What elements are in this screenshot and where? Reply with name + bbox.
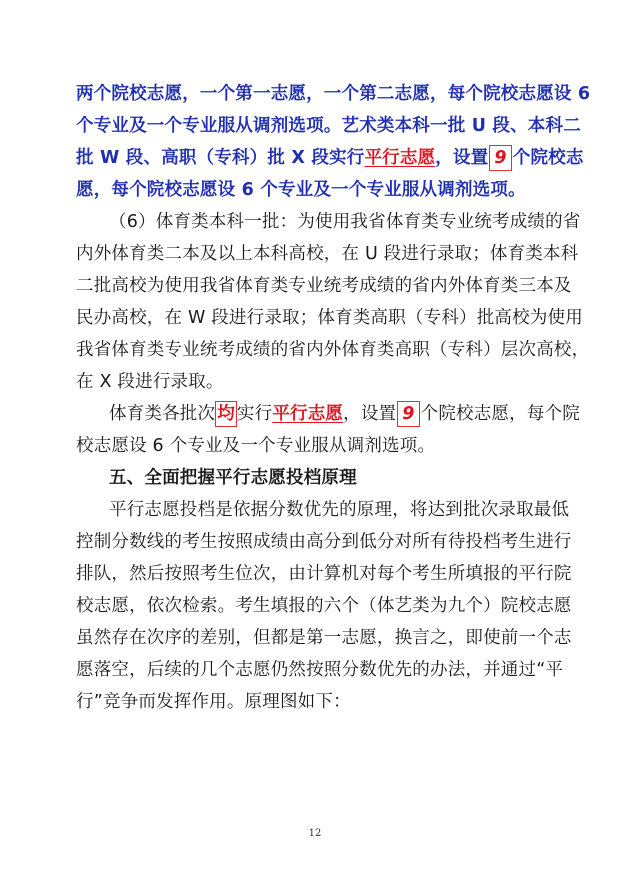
principle-paragraph [76, 494, 572, 718]
text-line [76, 398, 580, 430]
text-fragment: 体育类各批次 [109, 404, 216, 424]
text-line: 民办高校，在 W 段进行录取；体育类高职（专科）批高校为使用 [76, 308, 583, 328]
text-line [76, 142, 584, 174]
text-line: 在 X 段进行录取。 [76, 372, 224, 392]
text-line: 个专业及一个专业服从调剂选项。艺术类本科一批 U 段、本科二 [76, 116, 581, 136]
text-line: 两个院校志愿，一个第一志愿，一个第二志愿，每个院校志愿设 6 [76, 84, 591, 104]
text-line: 平行志愿投档是依据分数优先的原理，将达到批次录取最低 [109, 500, 570, 520]
text-fragment: 个院校志愿，每个院 [420, 404, 580, 424]
art-volunteer-paragraph [76, 78, 591, 206]
heading-text: 五、全面把握平行志愿投档原理 [109, 468, 357, 488]
boxed-number-nine: 9 [489, 145, 511, 171]
text-line: 排队，然后按照考生位次，由计算机对每个考生所填报的平行院 [76, 564, 572, 584]
text-fragment: 个院校志 [512, 148, 584, 168]
text-line: 行”竞争而发挥作用。原理图如下： [76, 692, 351, 712]
text-line: 校志愿设 6 个专业及一个专业服从调剂选项。 [76, 436, 436, 456]
sports-parallel-paragraph [76, 398, 580, 462]
text-line: 我省体育类专业统考成绩的省内外体育类高职（专科）层次高校， [76, 340, 590, 360]
text-line: 愿落空，后续的几个志愿仍然按照分数优先的办法，并通过“平 [76, 660, 564, 680]
section-heading [76, 462, 558, 494]
text-line: 内外体育类二本及以上本科高校，在 U 段进行录取；体育类本科 [76, 244, 579, 264]
text-fragment: 批 W 段、高职（专科）批 X 段实行 [76, 148, 365, 168]
text-line: （6）体育类本科一批：为使用我省体育类专业统考成绩的省 [109, 212, 581, 232]
text-fragment: 实行 [236, 404, 273, 424]
text-fragment: ，设置 [435, 148, 489, 168]
text-line: 校志愿，依次检索。考生填报的六个（体艺类为九个）院校志愿 [76, 596, 572, 616]
boxed-character: 均 [215, 401, 237, 427]
text-line: 二批高校为使用我省体育类专业统考成绩的省内外体育类三本及 [76, 276, 572, 296]
sports-batch-paragraph [76, 206, 590, 398]
text-line: 虽然存在次序的差别，但都是第一志愿，换言之，即使前一个志 [76, 628, 572, 648]
parallel-volunteer-highlight: 平行志愿 [272, 404, 344, 424]
text-line: 愿，每个院校志愿设 6 个专业及一个专业服从调剂选项。 [76, 180, 526, 200]
boxed-number-nine: 9 [397, 401, 419, 427]
text-line: 控制分数线的考生按照成绩由高分到低分对所有待投档考生进行 [76, 532, 572, 552]
parallel-volunteer-highlight: 平行志愿 [364, 148, 436, 168]
page-number: 12 [308, 828, 322, 839]
text-fragment: ，设置 [343, 404, 397, 424]
